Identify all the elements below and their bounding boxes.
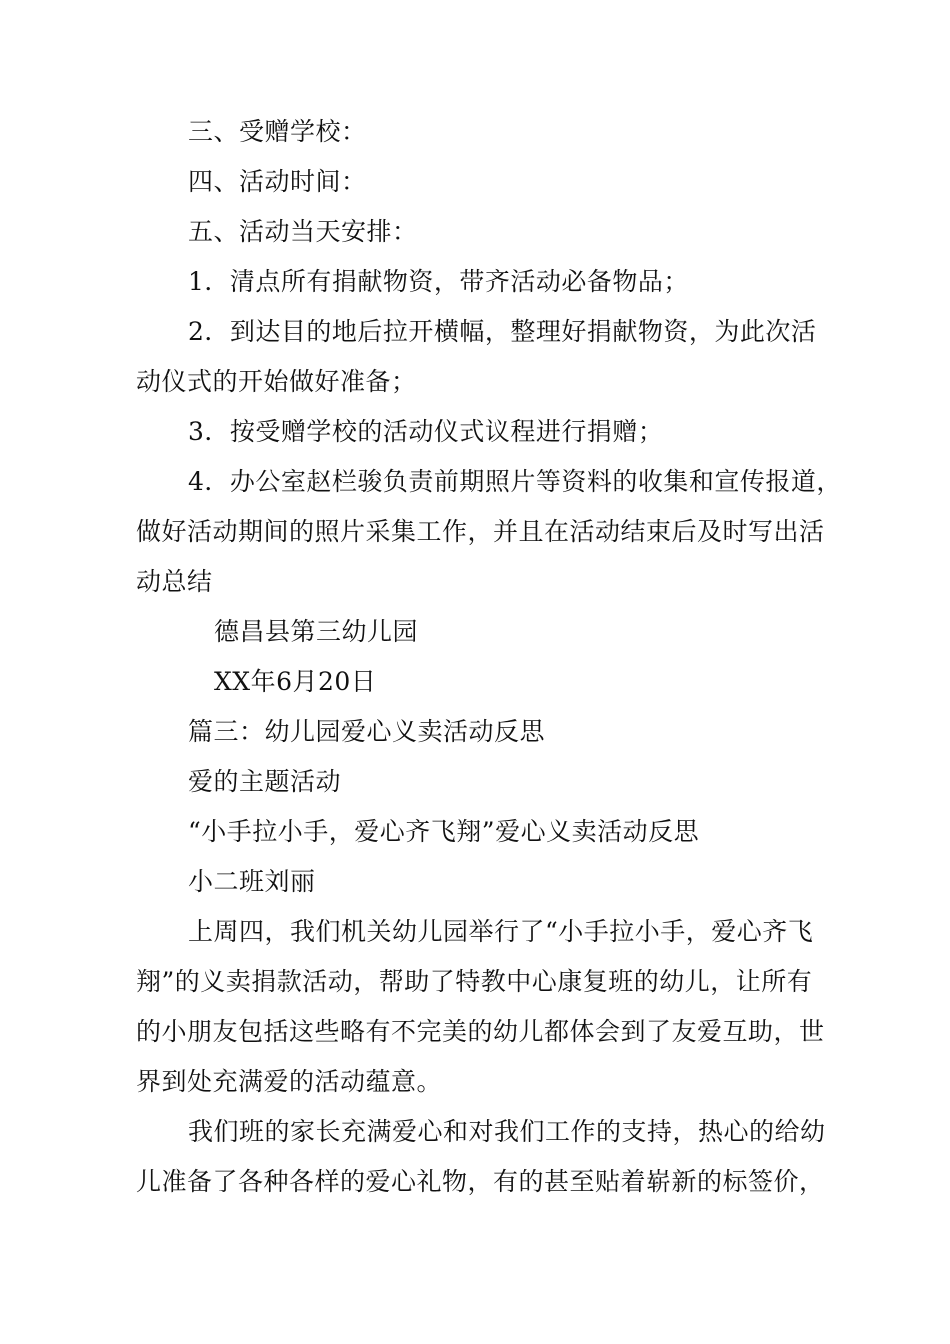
list-item-2-continued: 动仪式的开始做好准备； — [136, 367, 417, 396]
paragraph-1-line-4: 界到处充满爱的活动蕴意。 — [136, 1067, 443, 1096]
list-item-3: 3．按受赠学校的活动仪式议程进行捐赠； — [188, 417, 664, 446]
signature-organization: 德昌县第三幼儿园 — [214, 617, 419, 646]
signature-date: XX年6月20日 — [214, 667, 377, 696]
paragraph-1-line-3: 的小朋友包括这些略有不完美的幼儿都体会到了友爱互助，世 — [136, 1017, 825, 1046]
section-heading-recipient-school: 三、受赠学校： — [188, 117, 367, 146]
paragraph-2-line-1: 我们班的家长充满爱心和对我们工作的支持，热心的给幼 — [188, 1117, 826, 1146]
list-item-4-continued: 做好活动期间的照片采集工作，并且在活动结束后及时写出活 — [136, 517, 825, 546]
list-item-4: 4．办公室赵栏骏负责前期照片等资料的收集和宣传报道， — [188, 467, 842, 496]
paragraph-1-line-2: 翔”的义卖捐款活动，帮助了特教中心康复班的幼儿，让所有 — [136, 967, 813, 996]
paragraph-2-line-2: 儿准备了各种各样的爱心礼物，有的甚至贴着崭新的标签价， — [136, 1167, 825, 1196]
activity-title: “小手拉小手，爱心齐飞翔”爱心义卖活动反思 — [188, 817, 700, 846]
list-item-4-continued-end: 动总结 — [136, 567, 213, 596]
paragraph-1-line-1: 上周四，我们机关幼儿园举行了“小手拉小手，爱心齐飞 — [188, 917, 814, 946]
section-heading-activity-time: 四、活动时间： — [188, 167, 367, 196]
list-item-1: 1．清点所有捐献物资，带齐活动必备物品； — [188, 267, 689, 296]
section-heading-day-schedule: 五、活动当天安排： — [188, 217, 418, 246]
theme-heading: 爱的主题活动 — [188, 767, 342, 796]
author-line: 小二班刘丽 — [188, 867, 316, 896]
chapter-title: 篇三：幼儿园爱心义卖活动反思 — [188, 717, 546, 746]
list-item-2: 2．到达目的地后拉开横幅，整理好捐献物资，为此次活 — [188, 317, 817, 346]
